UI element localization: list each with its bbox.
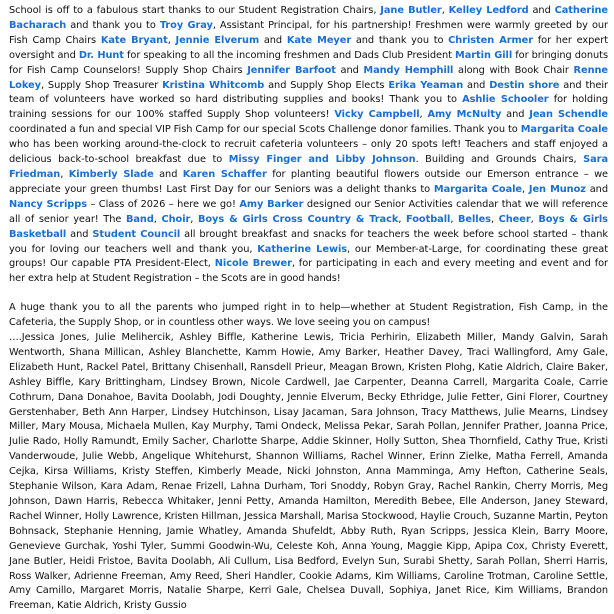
paragraph-text: for speaking to all the incoming freshmen and Dads Club President: [123, 49, 456, 61]
paragraph-text: for planting beautiful flowers outside our Emerson entrance – we appreciate your green thumbs! Last First Day for our Seniors was a delight thanks to: [9, 168, 608, 195]
paragraph-text: ,: [441, 5, 449, 16]
paragraph-text: and: [153, 168, 183, 180]
highlighted-name: Choir: [161, 213, 191, 225]
highlighted-name: Renne Lokey: [9, 64, 609, 91]
paragraph-spacer: [9, 287, 608, 301]
paragraph-text: ,: [167, 34, 176, 46]
paragraph-text: and: [335, 64, 364, 76]
paragraph-text: for holding training sessions for our 100% staffed Supply Shop volunteers!: [9, 94, 609, 121]
highlighted-name: Kate Bryant: [100, 34, 168, 46]
paragraph-text: and: [501, 109, 530, 121]
paragraph-text: , for participating in each and every meeting and event and for her extra help at Student Registration – the Scots are in good hands!: [9, 258, 608, 285]
highlighted-name: Jennie Elverum: [175, 34, 260, 46]
paragraph-text: and: [463, 79, 490, 91]
highlighted-name: Boys & Girls Basketball: [9, 213, 608, 240]
paragraph-text: , our Member-at-Large, for coordinating these great groups! Our capable PTA President-Elect,: [9, 243, 608, 270]
highlighted-name: Amy McNulty: [427, 109, 502, 121]
highlighted-name: Christen Armer: [448, 34, 534, 46]
paragraph-text: . Building and Grounds Chairs,: [415, 154, 584, 166]
paragraph-text: and: [259, 34, 287, 46]
highlighted-name: Nicole Brewer: [214, 258, 292, 270]
highlighted-name: Katherine Lewis: [257, 243, 348, 255]
highlighted-name: Destin shore: [489, 79, 560, 91]
highlighted-name: Kelley Ledford: [448, 5, 529, 16]
highlighted-name: Sara Friedman: [9, 154, 608, 180]
paragraph-text: all brought breakfast and snacks for teachers the week before school started – thank you for loving our teachers well and thank you,: [9, 228, 608, 255]
parent-thanks-paragraph: [9, 301, 608, 614]
highlighted-name: Kimberly Slade: [68, 168, 154, 180]
paragraph-text: and: [528, 5, 555, 16]
paragraph-text: School is off to a fabulous start thanks to our Student Registration Chairs,: [9, 5, 381, 16]
highlighted-name: Dr. Hunt: [78, 49, 124, 61]
highlighted-name: Margarita Coale: [433, 183, 523, 195]
highlighted-name: Football: [406, 213, 451, 225]
highlighted-name: Student Council: [92, 228, 181, 240]
highlighted-name: Ashlie Schooler: [462, 94, 549, 106]
highlighted-name: Jen Munoz: [528, 183, 586, 195]
highlighted-name: Amy Barker: [239, 198, 304, 210]
highlighted-name: Missy Finger and Libby Johnson: [228, 154, 416, 166]
highlighted-name: Nancy Scripps: [9, 198, 87, 210]
paragraph-text: – Class of 2026 – here we go!: [86, 198, 240, 210]
volunteer-thanks-paragraph: [9, 4, 608, 287]
paragraph-text: for her expert oversight and: [9, 34, 608, 61]
paragraph-text: and: [585, 183, 608, 195]
paragraph-text: for bringing donuts for Fish Camp Counselors! Supply Shop Chairs: [9, 49, 608, 76]
paragraph-text: ,: [522, 183, 529, 195]
highlighted-name: Jennifer Barfoot: [247, 64, 336, 76]
highlighted-name: Karen Schaffer: [182, 168, 267, 180]
paragraph-text: along with Book Chair: [453, 64, 574, 76]
highlighted-name: Jean Schendle: [529, 109, 608, 121]
paragraph-text: ,: [490, 213, 499, 225]
paragraph-text: ,: [153, 213, 162, 225]
paragraph-text: and thank you to: [351, 34, 449, 46]
highlighted-name: Belles: [458, 213, 491, 225]
paragraph-text: and: [66, 228, 93, 240]
parent-thanks-intro: A huge thank you to all the parents who jumped right in to help—whether at Student Registration, Fish Camp, in the Cafeteria, the Supply Shop, or in countless other ways. We love seeing you on campus!: [9, 302, 608, 329]
paragraph-text: designed our Senior Activities calendar that we will reference all of senior year! The: [9, 198, 608, 225]
highlighted-name: Erika Yeaman: [388, 79, 464, 91]
paragraph-text: ,: [60, 168, 69, 180]
highlighted-name: Boys & Girls Cross Country & Track: [197, 213, 399, 225]
paragraph-text: ,: [398, 213, 406, 225]
highlighted-name: Jane Butler: [380, 5, 442, 16]
highlighted-name: Margarita Coale: [520, 124, 608, 136]
paragraph-text: and their team of volunteers have worked so hard distributing supplies and books! Thank you to: [9, 79, 608, 106]
paragraph-text: coordinated a fun and special VIP Fish Camp for our special Scots Challenge donor families. Thank you to: [9, 124, 521, 136]
highlighted-name: Mandy Hemphill: [363, 64, 454, 76]
paragraph-text: ,: [419, 109, 428, 121]
highlighted-name: Band: [125, 213, 154, 225]
paragraph-text: ,: [190, 213, 198, 225]
highlighted-name: Vicky Campbell: [334, 109, 420, 121]
paragraph-text: and thank you to: [66, 19, 160, 31]
paragraph-text: who has been working around-the-clock to recruit cafeteria volunteers – only 20 spots left! Teachers and staff enjoyed a delicious back-to-school breakfast due to: [9, 139, 608, 166]
highlighted-name: Kristina Whitcomb: [162, 79, 265, 91]
paragraph-text: , Supply Shop Treasurer: [40, 79, 163, 91]
paragraph-text: ,: [450, 213, 458, 225]
highlighted-name: Troy Gray: [159, 19, 213, 31]
highlighted-name: Cheer: [498, 213, 531, 225]
highlighted-name: Martin Gill: [455, 49, 513, 61]
paragraph-text: , Assistant Principal, for his partnership! Freshmen were warmly greeted by our Fish Camp Chairs: [9, 19, 609, 46]
highlighted-name: Catherine Bacharach: [9, 5, 608, 31]
highlighted-name: Kate Meyer: [286, 34, 352, 46]
paragraph-text: and Supply Shop Elects: [264, 79, 389, 91]
volunteer-names-list: ….Jessica Jones, Julie Melihercik, Ashley Biffle, Katherine Lewis, Tricia Perhirin, Elizabeth Miller, Mandy Galvin, Sarah Wentworth, Shana Millican, Ashley Blanchette, Kamm Howie, Amy Barker, Heather Davey, Traci Wallingford, Amy Gale, Elizabeth Hunt, Rackel Patel, Brittany Chisenhall, Ransdell Prieur, Meagan Brown, Kristen Plohg, Katie Aldrich, Claire Baker, Ashley Biffle, Kary Brittingham, Lindsey Brown, Nicole Cardwell, Jae Carpenter, Deanna Carrell, Margarita Coale, Carrie Cothrum, Dana Donahoe, Bavita Doolabh, Jodi Doughty, Jennie Elverum, Becky Ethridge, Julie Fetter, Gini Florer, Courtney Gerstenhaber, Beth Ann Harper, Lindsey Hutchinson, Lisay Jacaman, Sara Johnson, Tracy Matthews, Julie Mearns, Lindsey Miller, Mary Mousa, Michaela Mullen, Kay Murphy, Tami Ondeck, Melissa Pekar, Sarah Pollan, Jennifer Prather, Joanna Price, Julie Rado, Holly Ramundt, Emily Sacher, Charlotte Sharpe, Addie Skinner, Holly Sutton, Shea Thornfield, Cathy True, Kristi Vanderwoude, Julie Webb, Angelique Whitehurst, Shannon Williams, Rachel Winner, Erinn Zielke, Matha Ferrell, Amanda Cejka, Kirsa Williams, Kristy Steffen, Kimberly Meade, Nicki Johnston, Anna Mamminga, Amy Hefton, Catherine Seals, Stephanie Wilson, Kara Adam, Renae Frizell, Lahna Durham, Tori Snoddy, Robyn Gray, Rachel Rankin, Cherry Morris, Meg Johnson, Dawn Harris, Rebecca Whitaker, Jenni Petty, Amanda Hamilton, Meredith Bebee, Elle Anderson, Janey Steward, Rachel Winner, Holly Lawrence, Kristen Hillman, Jessica Marshall, Marisa Stockwood, Haylie Crouch, Suzanne Martin, Peyton Bohnsack, Stephanie Henning, Jamie Whatley, Amanda Shufeldt, Abby Ruth, Ryan Scripps, Jessica Klein, Barry Moore, Genevieve Gurchak, Yoshi Tyler, Summi Goodwin-Wu, Celeste Koh, Anna Young, Maggie Kipp, Apipa Cox, Christy Everett, Jane Butler, Heidi Fristoe, Bavita Doolabh, Ali Cullum, Lisa Bedford, Evelyn Sun, Surabi Shetty, Sarah Pollan, Sherri Harris, Ross Walker, Adrienne Freeman, Amy Reed, Sheri Handler, Cookie Adams, Kim Williams, Caroline Trotman, Caroline Settle, Amy Camillo, Margaret Morris, Natalie Sharpe, Kerri Gale, Chelsea Duvall, Sophiya, Janet Rice, Kim Williams, Brandon Freeman, Katie Aldrich, Kristy Gussio: [9, 332, 608, 612]
paragraph-text: ,: [530, 213, 539, 225]
